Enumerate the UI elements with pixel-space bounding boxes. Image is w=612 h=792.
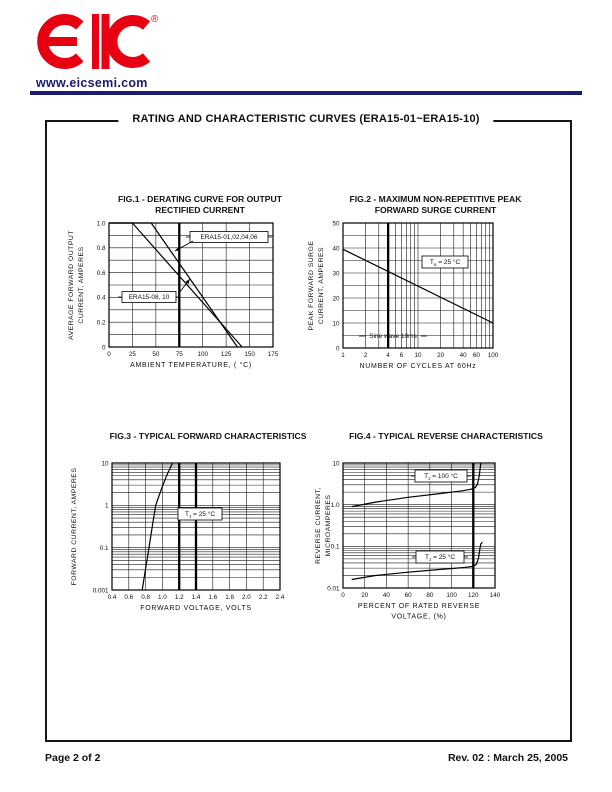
- x-tick-label: 140: [489, 592, 501, 599]
- fig2-title: [328, 194, 543, 215]
- y-tick-label: 20: [332, 295, 340, 303]
- page-number: Page 2 of 2: [45, 752, 101, 764]
- y-tick-label: 40: [332, 245, 340, 253]
- website-url[interactable]: www.eicsemi.com: [36, 76, 148, 90]
- eic-logo: [33, 6, 168, 76]
- x-tick-label: 125: [220, 351, 232, 358]
- x-tick-label: 1.2: [174, 594, 184, 601]
- x-axis-title: AMBIENT TEMPERATURE, ( °C): [130, 362, 252, 369]
- fig3-chart: [60, 425, 315, 635]
- x-tick-label: 2.2: [258, 594, 268, 601]
- annotation-label: $T_J = 25$ °C: [424, 554, 456, 562]
- y-axis-title: FORWARD CURRENT, AMPERES: [71, 467, 78, 586]
- x-tick-label: 0: [341, 592, 345, 599]
- fig1-title-line1: FIG.1 - DERATING CURVE FOR OUTPUT: [118, 194, 282, 204]
- fig3-title: [88, 431, 328, 442]
- y-tick-label: 0.8: [96, 245, 106, 253]
- annotation-label: $T_J = 100$ °C: [424, 473, 458, 481]
- x-tick-label: 0.4: [107, 594, 117, 601]
- fig2-title-line2: FORWARD SURGE CURRENT: [374, 204, 497, 215]
- y-tick-label: 10: [101, 460, 109, 468]
- y-tick-label: 30: [332, 270, 340, 278]
- y-axis-title: AVERAGE FORWARD OUTPUT: [68, 230, 75, 340]
- x-tick-label: 25: [128, 351, 136, 358]
- x-tick-label: 100: [446, 592, 457, 599]
- y-axis-title: REVERSE CURRENT,: [315, 487, 322, 564]
- x-tick-label: 10: [414, 352, 422, 359]
- y-tick-label: 0: [335, 345, 340, 353]
- fig1-chart: [60, 190, 295, 380]
- y-axis-title: CURRENT, AMPERES: [318, 246, 325, 325]
- y-axis-title: PEAK FORWARD SURGE: [308, 240, 315, 331]
- y-tick-label: 0.001: [92, 587, 109, 595]
- y-tick-label: 1: [104, 502, 109, 510]
- fig4-chart: [310, 425, 565, 635]
- y-tick-label: 0.1: [99, 544, 109, 552]
- header-divider: [30, 91, 582, 95]
- fig3-title-line1: FIG.3 - TYPICAL FORWARD CHARACTERISTICS: [109, 431, 307, 441]
- x-tick-label: 20: [437, 352, 445, 359]
- curve-forward-characteristic-tj-25c: [142, 463, 172, 590]
- grid: [112, 463, 280, 590]
- x-tick-label: 150: [244, 351, 255, 358]
- fig1-title-line2: RECTIFIED CURRENT: [155, 204, 245, 215]
- annotation-label: Sine wave 10ms: [369, 333, 417, 341]
- x-tick-label: 0: [107, 351, 111, 358]
- y-tick-label: 10: [332, 460, 340, 468]
- y-axis-title: CURRENT, AMPERES: [78, 246, 85, 324]
- y-tick-label: 0.6: [96, 269, 106, 277]
- y-axis-title: MICROAMPERES: [325, 494, 332, 557]
- fig3-svg: [60, 425, 315, 635]
- y-tick-label: 0: [101, 344, 106, 352]
- x-tick-label: 0.8: [141, 594, 150, 601]
- logo-letter-c-arc: [112, 21, 147, 63]
- annotation-label: ERA15-01,02,04,06: [200, 234, 258, 242]
- fig2-chart: [300, 190, 535, 380]
- x-axis-title: VOLTAGE, (%): [391, 613, 447, 621]
- fig2-svg: [300, 190, 535, 380]
- x-tick-label: 1.8: [225, 594, 234, 601]
- x-axis-title: FORWARD VOLTAGE, VOLTS: [140, 605, 252, 612]
- x-tick-label: 0.6: [124, 594, 134, 601]
- registered-mark: ®: [151, 14, 159, 25]
- y-tick-label: 50: [332, 220, 340, 228]
- x-tick-label: 100: [487, 352, 499, 359]
- x-tick-label: 120: [468, 592, 479, 599]
- y-tick-label: 10: [332, 320, 340, 328]
- x-tick-label: 80: [426, 592, 434, 599]
- y-tick-label: 1.0: [96, 220, 106, 228]
- annotation-label: $T_a = 25$ °C: [429, 259, 461, 267]
- fig4-svg: [310, 425, 565, 635]
- fig1-title: [95, 194, 305, 215]
- x-tick-label: 1.6: [208, 594, 218, 601]
- x-tick-label: 1.0: [158, 594, 167, 601]
- x-tick-label: 75: [175, 351, 183, 358]
- x-tick-label: 60: [472, 352, 480, 359]
- x-tick-label: 2.4: [275, 594, 285, 601]
- panel-title: RATING AND CHARACTERISTIC CURVES (ERA15-01~ERA15-10): [118, 113, 493, 125]
- y-tick-label: 0.4: [96, 294, 106, 302]
- x-tick-label: 40: [459, 352, 467, 359]
- x-tick-label: 20: [361, 592, 369, 599]
- y-tick-label: 0.01: [327, 585, 340, 593]
- y-tick-label: 1.0: [330, 501, 340, 509]
- y-tick-label: 0.2: [96, 319, 106, 327]
- fig4-title: [326, 431, 566, 442]
- annotation-label: ERA15-08, 10: [128, 294, 170, 302]
- revision-date: Rev. 02 : March 25, 2005: [447, 752, 568, 764]
- x-tick-label: 2.0: [242, 594, 251, 601]
- x-tick-label: 1: [341, 352, 345, 359]
- fig4-title-line1: FIG.4 - TYPICAL REVERSE CHARACTERISTICS: [349, 431, 543, 441]
- y-tick-label: 0.1: [330, 543, 340, 551]
- x-tick-label: 6: [399, 352, 404, 359]
- x-tick-label: 60: [404, 592, 412, 599]
- x-tick-label: 4: [386, 352, 390, 359]
- x-tick-label: 175: [267, 351, 279, 358]
- x-tick-label: 40: [382, 592, 390, 599]
- fig1-svg: [60, 190, 295, 380]
- x-tick-label: 50: [152, 351, 160, 358]
- x-tick-label: 2: [363, 352, 368, 359]
- x-axis-title: NUMBER OF CYCLES AT 60Hz: [359, 363, 477, 370]
- x-tick-label: 1.4: [191, 594, 201, 601]
- x-axis-title: PERCENT OF RATED REVERSE: [357, 603, 481, 610]
- fig2-title-line1: FIG.2 - MAXIMUM NON-REPETITIVE PEAK: [349, 194, 522, 204]
- x-tick-label: 100: [197, 351, 208, 358]
- annotation-label: $T_J = 25$ °C: [184, 511, 216, 519]
